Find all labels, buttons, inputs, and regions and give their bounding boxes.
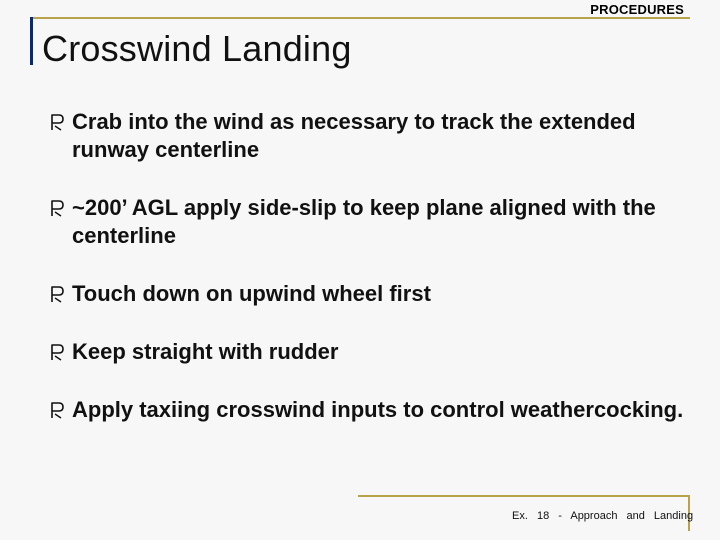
bullet-item	[48, 194, 688, 250]
slide-title: Crosswind Landing	[42, 28, 352, 69]
footer-label: Ex. 18 - Approach and Landing	[512, 510, 694, 522]
bullet-item	[48, 396, 688, 424]
section-label: PROCEDURES	[590, 2, 684, 17]
header-divider	[30, 17, 690, 19]
bullet-text: Touch down on upwind wheel first	[72, 281, 431, 306]
bullet-list	[48, 108, 688, 424]
bullet-text: ~200’ AGL apply side-slip to keep plane aligned with the centerline	[72, 195, 656, 248]
p-bullet-icon	[48, 400, 68, 420]
p-bullet-icon	[48, 198, 68, 218]
title-accent-bar	[30, 17, 33, 65]
bullet-text: Keep straight with rudder	[72, 339, 339, 364]
p-bullet-icon	[48, 284, 68, 304]
bullet-item	[48, 338, 688, 366]
bullet-text: Crab into the wind as necessary to track the extended runway centerline	[72, 109, 636, 162]
bullet-text: Apply taxiing crosswind inputs to control weathercocking.	[72, 397, 684, 422]
bullet-item	[48, 280, 688, 308]
footer-divider	[358, 495, 690, 497]
bullet-item	[48, 108, 688, 164]
p-bullet-icon	[48, 342, 68, 362]
p-bullet-icon	[48, 112, 68, 132]
